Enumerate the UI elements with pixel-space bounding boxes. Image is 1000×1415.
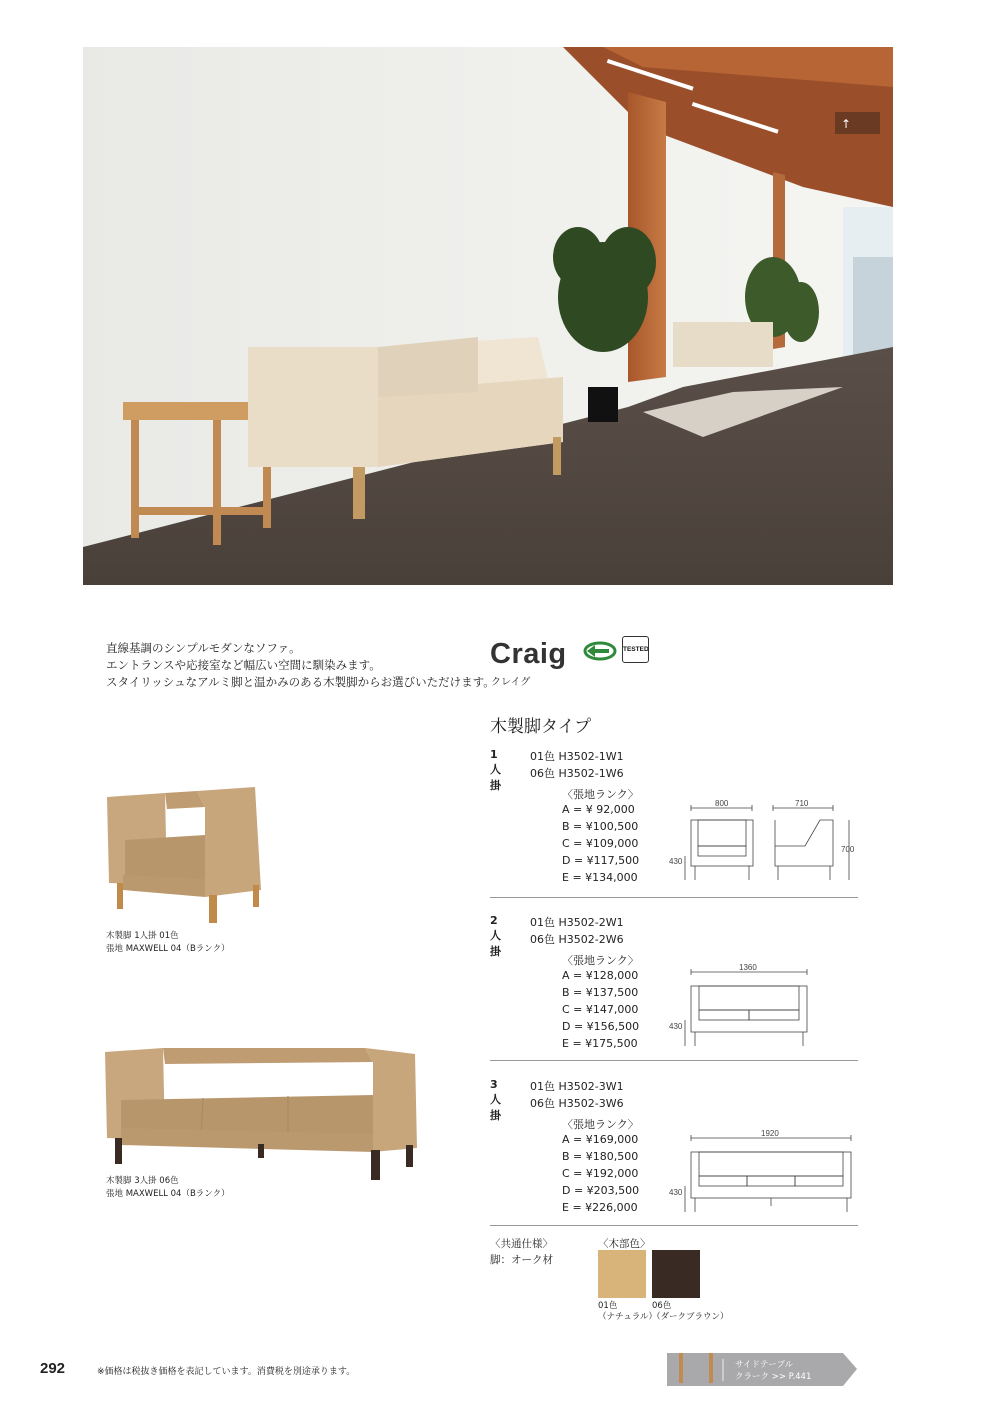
page-number: 292	[40, 1360, 66, 1377]
price-row: A = ¥128,000	[562, 969, 639, 982]
dimension-drawing-single	[665, 800, 865, 890]
price-row: D = ¥156,500	[562, 1020, 640, 1033]
price-row: B = ¥100,500	[562, 820, 639, 833]
green-purchase-icon	[583, 640, 617, 662]
dim-seat-height: 430	[669, 1022, 683, 1031]
common-spec-title: 〈共通仕様〉	[490, 1238, 553, 1250]
tested-badge-icon: TESTED	[622, 636, 649, 663]
price-row: E = ¥226,000	[562, 1201, 638, 1214]
common-spec-leg: 脚：オーク材	[490, 1254, 553, 1266]
caption-line: 木製脚 1人掛 01色	[106, 931, 179, 941]
price-row: B = ¥137,500	[562, 986, 639, 999]
triple-sofa-photo	[103, 1040, 423, 1180]
section-title: 木製脚タイプ	[490, 717, 592, 737]
intro-line: 直線基調のシンプルモダンなソファ。	[106, 641, 301, 655]
model-seats: 3人掛	[490, 1078, 501, 1122]
model-code: 06色 H3502-1W6	[530, 767, 624, 780]
dim-depth: 710	[795, 800, 809, 808]
tax-footnote: ※価格は税抜き価格を表記しています。消費税を別途承ります。	[97, 1367, 356, 1377]
price-row: B = ¥180,500	[562, 1150, 639, 1163]
price-row: D = ¥203,500	[562, 1184, 640, 1197]
caption-line: 張地 MAXWELL 04（Bランク）	[106, 1189, 230, 1199]
svg-text:↑: ↑	[841, 117, 852, 131]
dim-width: 1360	[739, 964, 757, 972]
model-code: 01色 H3502-3W1	[530, 1080, 624, 1093]
dim-width: 800	[715, 800, 729, 808]
swatch-code: 06色	[652, 1301, 672, 1311]
intro-line: スタイリッシュなアルミ脚と温かみのある木製脚からお選びいただけます。	[106, 675, 495, 689]
rank-title: 〈張地ランク〉	[562, 788, 639, 801]
dimension-drawing-double	[665, 964, 825, 1054]
wood-swatch-natural	[598, 1250, 646, 1298]
model-seats: 1人掛	[490, 748, 501, 792]
dim-seat-height: 430	[669, 857, 683, 866]
price-row: A = ¥ 92,000	[562, 803, 635, 816]
side-link-label[interactable]: サイドテーブル	[735, 1360, 794, 1370]
hero-photo	[83, 47, 893, 585]
price-row: C = ¥109,000	[562, 837, 639, 850]
swatch-name: （ダークブラウン）	[652, 1312, 729, 1322]
divider	[490, 1225, 858, 1226]
price-row: C = ¥147,000	[562, 1003, 639, 1016]
divider	[490, 1060, 858, 1061]
triple-photo-caption	[106, 1175, 230, 1201]
side-link-page-ref[interactable]: クラーク >> P.441	[735, 1372, 812, 1382]
caption-line: 木製脚 3人掛 06色	[106, 1176, 179, 1186]
dim-seat-height: 430	[669, 1188, 683, 1197]
swatch-name: （ナチュラル）	[598, 1312, 657, 1322]
dimension-drawing-triple	[665, 1130, 865, 1220]
wood-color-title: 〈木部色〉	[598, 1238, 651, 1250]
rank-title: 〈張地ランク〉	[562, 954, 639, 967]
model-code: 06色 H3502-3W6	[530, 1097, 624, 1110]
price-row: A = ¥169,000	[562, 1133, 639, 1146]
single-photo-caption	[106, 930, 230, 956]
intro-line: エントランスや応接室など幅広い空間に馴染みます。	[106, 658, 381, 672]
wood-swatch-dark-brown	[652, 1250, 700, 1298]
dim-width: 1920	[761, 1130, 779, 1138]
wood-swatch-label	[598, 1301, 657, 1323]
product-name: Craig	[490, 638, 567, 670]
model-code: 01色 H3502-1W1	[530, 750, 624, 763]
dim-height: 700	[841, 845, 855, 854]
model-code: 01色 H3502-2W1	[530, 916, 624, 929]
swatch-code: 01色	[598, 1301, 618, 1311]
price-row: E = ¥175,500	[562, 1037, 638, 1050]
caption-line: 張地 MAXWELL 04（Bランク）	[106, 944, 230, 954]
price-row: E = ¥134,000	[562, 871, 638, 884]
price-row: C = ¥192,000	[562, 1167, 639, 1180]
model-seats: 2人掛	[490, 914, 501, 958]
single-sofa-photo	[105, 785, 275, 925]
product-kana: クレイグ	[491, 677, 531, 688]
intro-text	[106, 640, 495, 691]
wood-swatch-label	[652, 1301, 729, 1323]
rank-title: 〈張地ランク〉	[562, 1118, 639, 1131]
model-code: 06色 H3502-2W6	[530, 933, 624, 946]
price-row: D = ¥117,500	[562, 854, 640, 867]
divider	[490, 897, 858, 898]
